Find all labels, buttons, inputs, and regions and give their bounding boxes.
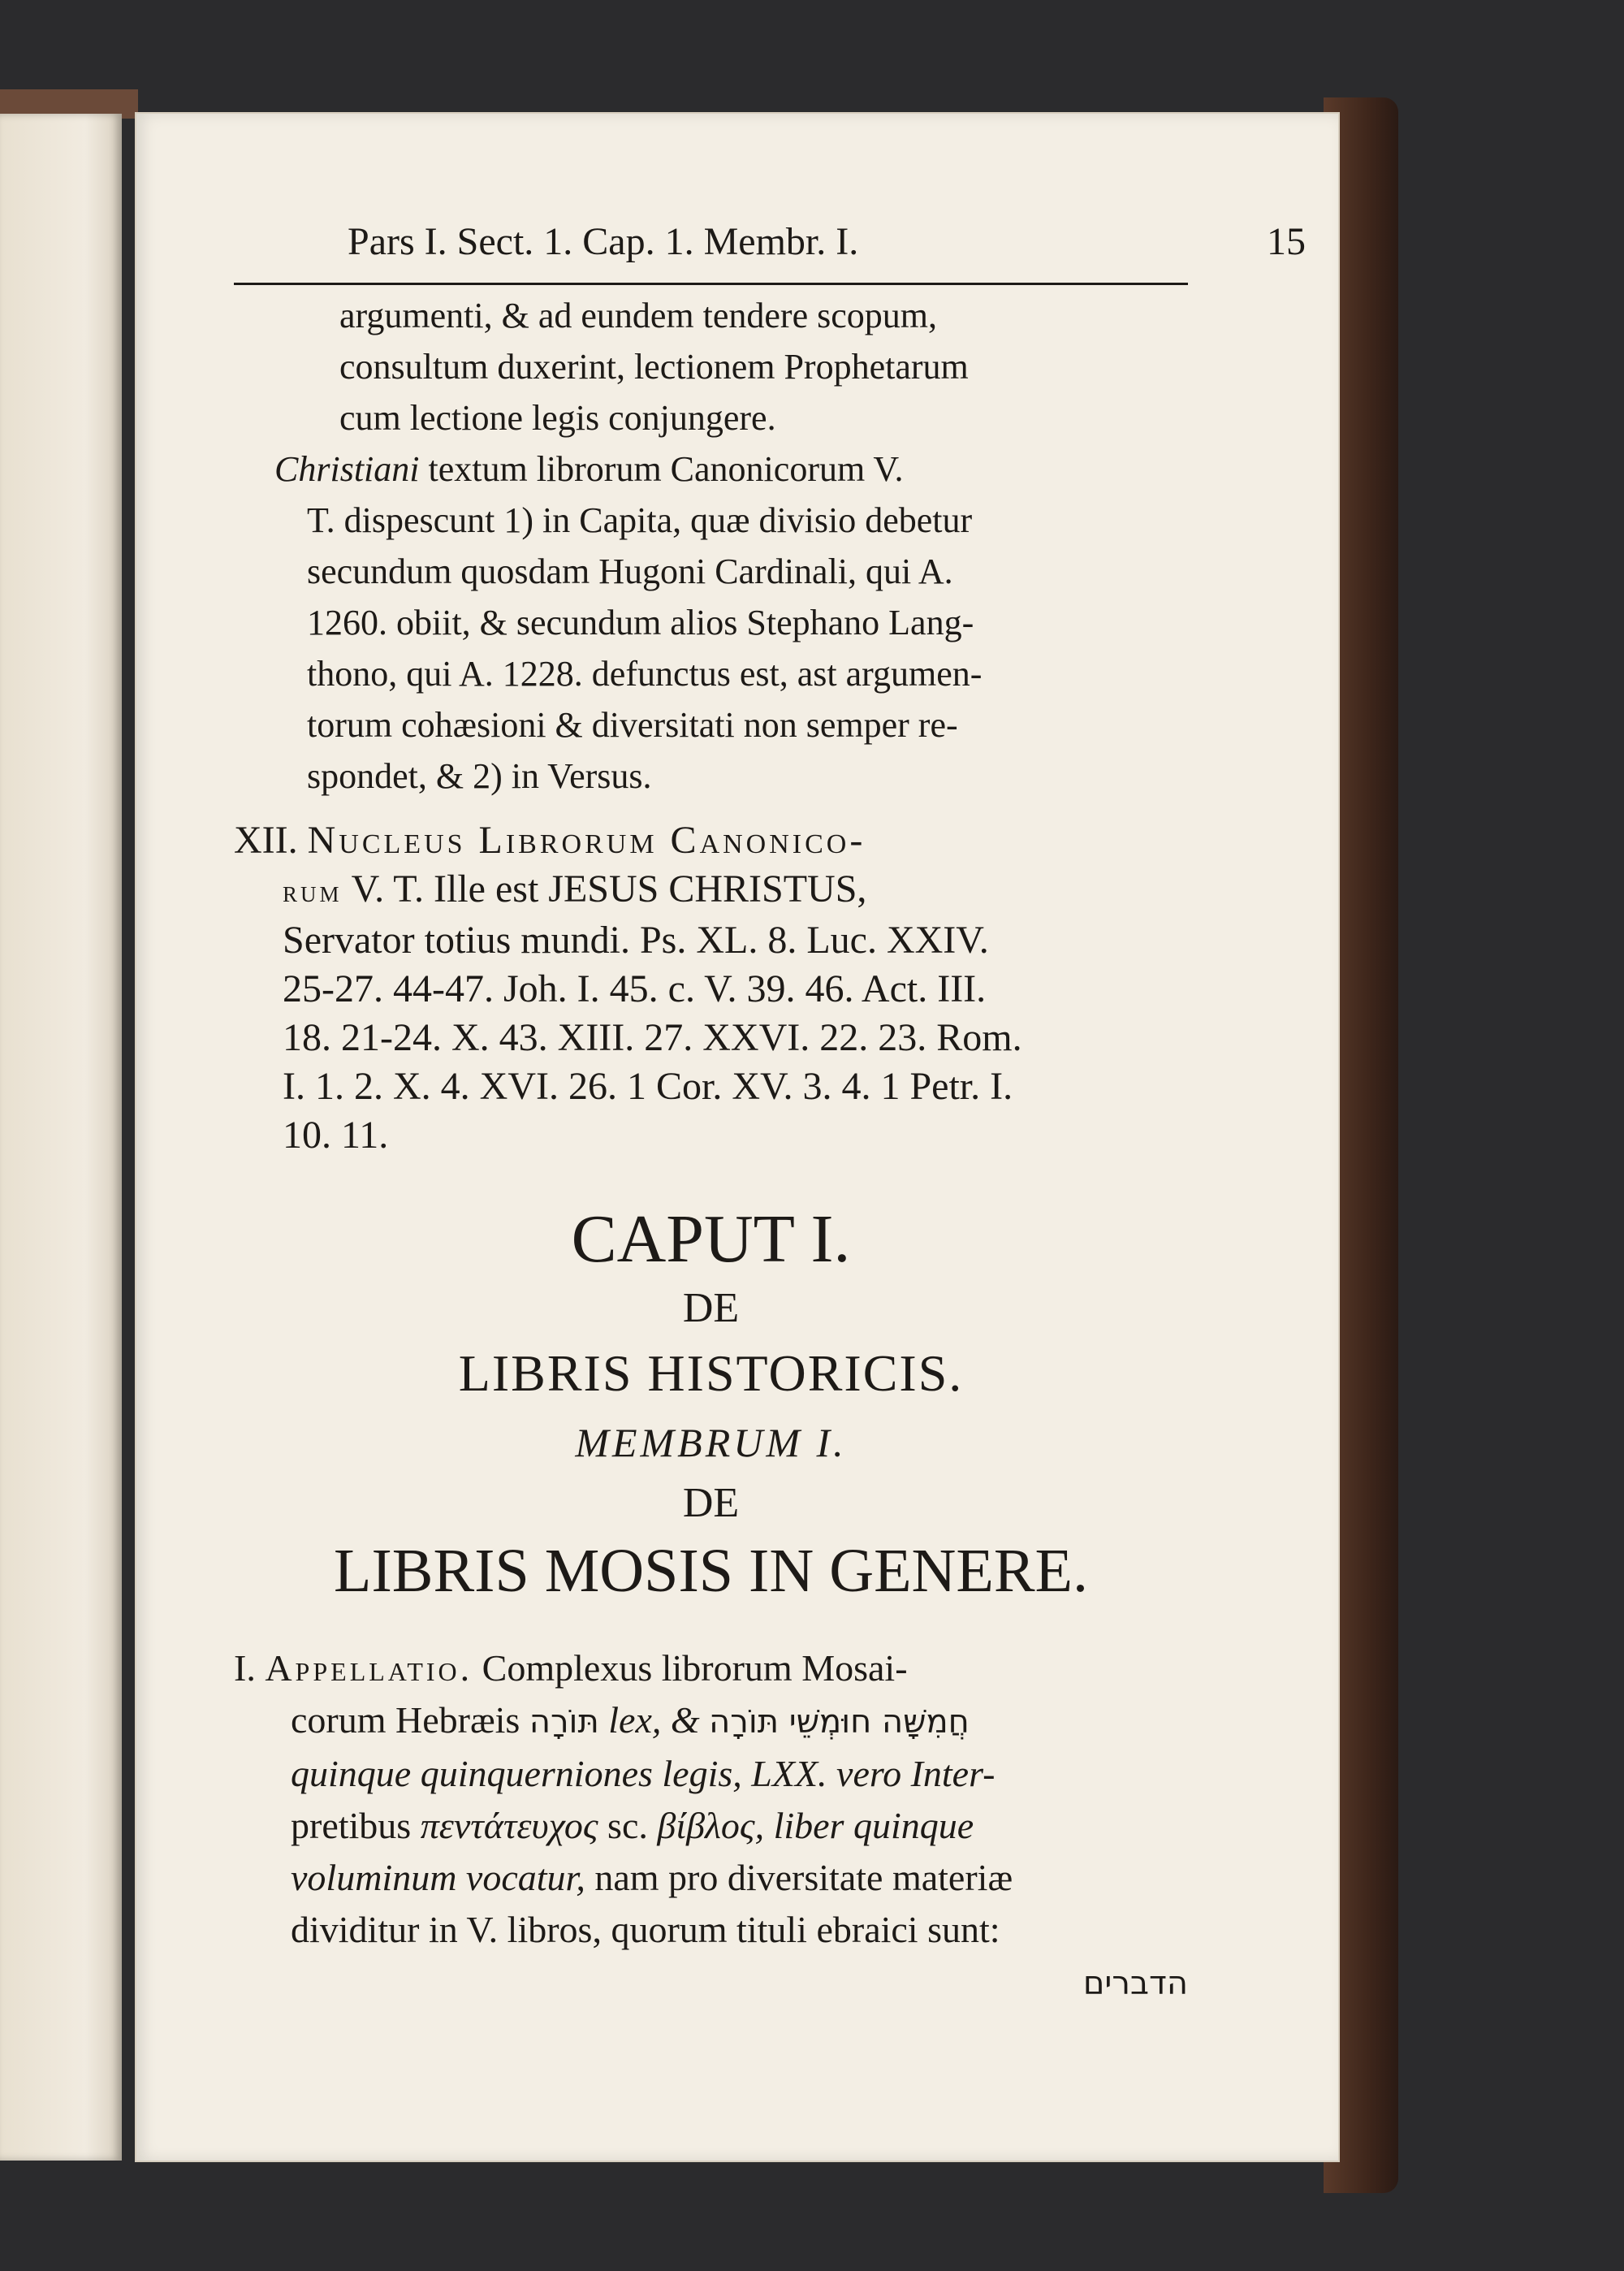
text-line: Complexus librorum Mosai- xyxy=(473,1647,908,1689)
text-line: Servator totius mundi. Ps. XL. 8. Luc. XXIV. xyxy=(283,919,989,962)
section-number: I. xyxy=(234,1647,256,1689)
membrum-de: DE xyxy=(682,1480,740,1526)
section-title: Nucleus Librorum Canonico- xyxy=(307,819,866,862)
page-number: 15 xyxy=(1267,220,1306,263)
caput-de: DE xyxy=(682,1285,740,1331)
text-line: 10. 11. xyxy=(283,1114,389,1157)
text-line: dividitur in V. libros, quorum tituli ebraici sunt: xyxy=(291,1909,1000,1950)
running-header xyxy=(234,219,1322,276)
text-segment: sc. xyxy=(598,1805,658,1846)
membrum-subtitle: LIBRIS MOSIS IN GENERE. xyxy=(334,1537,1088,1605)
text-line: torum cohæsioni & diversitati non semper re- xyxy=(307,705,958,745)
paragraph-a xyxy=(234,290,1322,443)
section-number: XII. xyxy=(234,819,298,862)
text-line: textum librorum Canonicorum V. xyxy=(419,449,904,489)
membrum-title: MEMBRUM I. xyxy=(575,1420,847,1465)
text-segment: , liber quinque xyxy=(754,1805,974,1846)
running-title: Pars I. Sect. 1. Cap. 1. Membr. I. xyxy=(348,220,859,263)
section-heading: Appellatio. xyxy=(265,1647,473,1689)
text-line: quinque quinquerniones legis, LXX. vero Inter- xyxy=(291,1753,996,1794)
text-line: spondet, & 2) in Versus. xyxy=(307,756,652,796)
greek-word: βίβλος xyxy=(657,1805,755,1846)
caput-subtitle: LIBRIS HISTORICIS. xyxy=(458,1344,964,1402)
text-segment: lex, & xyxy=(598,1699,710,1741)
text-line: secundum quosdam Hugoni Cardinali, qui A. xyxy=(307,552,953,591)
text-line: consultum duxerint, lectionem Prophetarum xyxy=(339,347,969,387)
header-rule xyxy=(234,283,1188,285)
text-line: 25-27. 44-47. Joh. I. 45. c. V. 39. 46. Act. III. xyxy=(283,967,987,1010)
hebrew-word: תּוֹרָה xyxy=(529,1703,599,1741)
lead-word: Christiani xyxy=(274,449,420,489)
paragraph-b xyxy=(234,443,1322,802)
book-page xyxy=(136,114,1338,2161)
text-segment: nam pro diversitate materiæ xyxy=(585,1857,1013,1898)
text-line: thono, qui A. 1228. defunctus est, ast argumen- xyxy=(307,654,983,694)
text-line: 1260. obiit, & secundum alios Stephano Lang- xyxy=(307,603,974,642)
text-segment: pretibus xyxy=(291,1805,421,1846)
hebrew-catchword: הדברים xyxy=(1082,1965,1188,2002)
text-segment: corum Hebræis xyxy=(291,1699,529,1741)
text-segment: voluminum vocatur, xyxy=(291,1857,585,1898)
text-line: I. 1. 2. X. 4. XVI. 26. 1 Cor. XV. 3. 4. 1 Petr. I. xyxy=(283,1065,1013,1108)
text-line: T. dispescunt 1) in Capita, quæ divisio debetur xyxy=(307,500,973,540)
text-line: V. T. Ille est JESUS CHRISTUS, xyxy=(342,867,867,911)
page-text xyxy=(234,219,1322,2009)
left-page-edge xyxy=(0,114,122,2161)
section-xii xyxy=(234,816,1322,1160)
section-title-cont: rum xyxy=(283,875,343,909)
hebrew-phrase: חֲמִשָּׁה חוּמְשֵׁי תּוֹרָה xyxy=(709,1703,970,1741)
greek-word: πεντάτευχος xyxy=(420,1805,598,1846)
section-i xyxy=(234,1642,1188,2009)
text-line: 18. 21-24. X. 43. XIII. 27. XXVI. 22. 23. Rom. xyxy=(283,1016,1022,1059)
caput-title: CAPUT I. xyxy=(571,1201,851,1277)
text-line: cum lectione legis conjungere. xyxy=(339,398,776,438)
text-line: argumenti, & ad eundem tendere scopum, xyxy=(339,296,937,335)
